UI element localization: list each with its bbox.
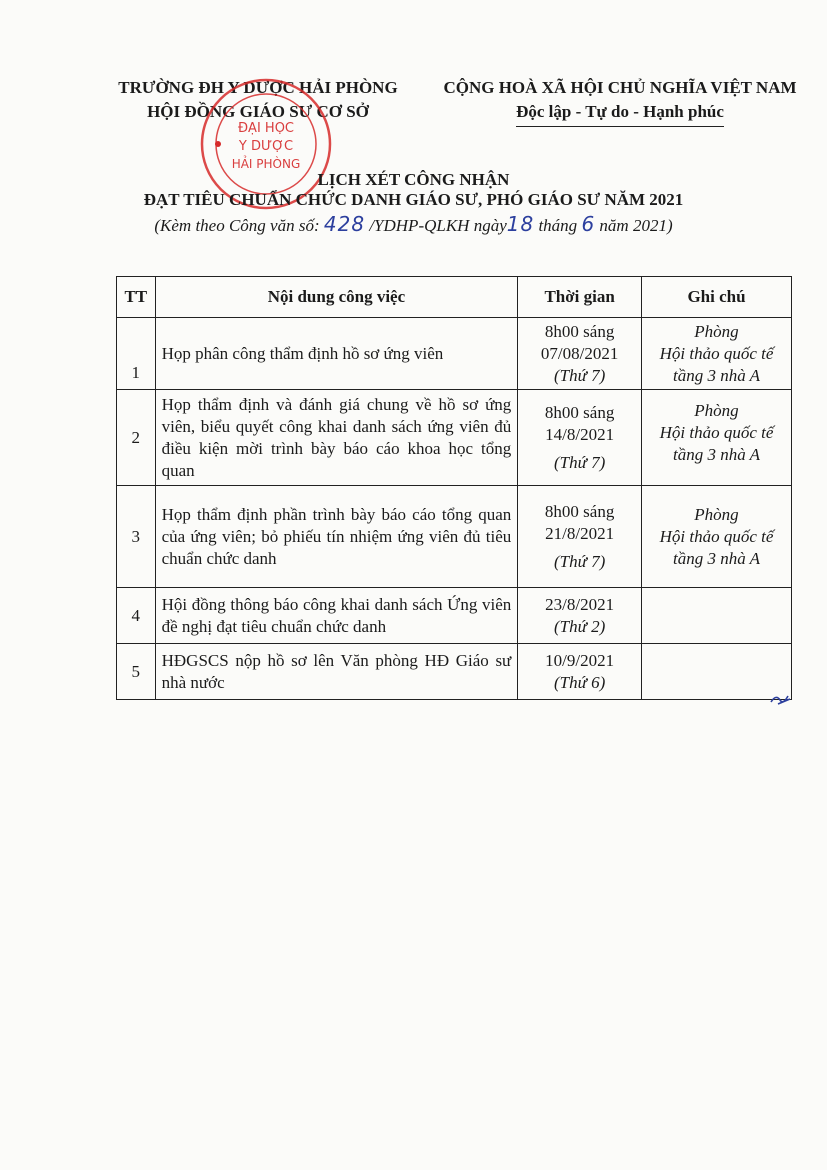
row-tt: 5 [117,644,156,700]
time-date: 10/9/2021 [545,650,615,670]
table-row [117,644,792,700]
seal-text-line2: Y DƯỢC [238,139,294,154]
time-hour: 8h00 sáng [544,402,615,422]
row-note [642,486,792,588]
row-tt: 2 [117,390,156,486]
row-content: Họp thẩm định và đánh giá chung về hồ sơ ứng viên, biểu quyết công khai danh sách ứng viên đủ điều kiện mời trình bày báo cáo khoa học tổng quan [155,390,518,486]
national-motto: Độc lập - Tự do - Hạnh phúc [516,100,724,127]
document-subtitle: ĐẠT TIÊU CHUẨN CHỨC DANH GIÁO SƯ, PHÓ GIÁO SƯ NĂM 2021 [143,190,684,209]
time-weekday: (Thứ 2) [553,616,606,636]
initial-mark-icon [768,690,794,710]
note-line3: tầng 3 nhà A [672,365,761,385]
reference-line [0,212,827,236]
row-time [518,644,642,700]
time-date: 21/8/2021 [545,523,615,543]
reference-prefix: (Kèm theo Công văn số: [154,216,320,235]
time-weekday: (Thứ 7) [553,452,606,472]
document-title: LỊCH XÉT CÔNG NHẬN [317,170,510,189]
row-content: HĐGSCS nộp hồ sơ lên Văn phòng HĐ Giáo sư nhà nước [155,644,518,700]
reference-month-handwritten: 6 [581,212,596,236]
table-row [117,318,792,390]
row-content: Họp phân công thẩm định hồ sơ ứng viên [155,318,518,390]
seal-text-line1: ĐẠI HỌC [237,121,295,136]
seal-text-line3: HẢI PHÒNG [231,157,301,171]
reference-day-handwritten: 18 [506,212,535,236]
row-time [518,588,642,644]
note-line1: Phòng [694,321,739,341]
schedule-table [116,276,792,700]
time-date: 07/08/2021 [540,343,619,363]
note-line3: tầng 3 nhà A [672,445,761,464]
time-weekday: (Thứ 7) [553,365,606,385]
reference-number-handwritten: 428 [323,212,366,236]
row-tt: 1 [117,318,156,390]
note-line1: Phòng [694,504,739,524]
time-weekday: (Thứ 6) [553,672,606,692]
time-weekday: (Thứ 7) [553,551,606,571]
note-line1: Phòng [694,401,739,420]
time-hour: 8h00 sáng [544,321,615,341]
note-line2: Hội thảo quốc tế [659,423,774,442]
header-note: Ghi chú [642,277,792,318]
time-hour: 8h00 sáng [544,501,615,521]
time-date: 14/8/2021 [545,424,615,444]
issuer-university: TRƯỜNG ĐH Y DƯỢC HẢI PHÒNG [118,78,398,97]
row-note [642,318,792,390]
row-tt: 4 [117,588,156,644]
row-content: Họp thẩm định phần trình bày báo cáo tổng quan của ứng viên; bỏ phiếu tín nhiệm ứng viên đủ tiêu chuẩn chức danh [155,486,518,588]
row-time [518,390,642,486]
reference-month-label: tháng [538,216,578,235]
row-note [642,588,792,644]
header-tt: TT [117,277,156,318]
reference-suffix: năm 2021) [599,216,673,235]
row-note [642,390,792,486]
issuer-council: HỘI ĐỒNG GIÁO SƯ CƠ SỞ [147,102,369,121]
row-tt: 3 [117,486,156,588]
reference-middle: /YDHP-QLKH ngày [369,216,507,235]
row-time [518,318,642,390]
table-row [117,486,792,588]
row-time [518,486,642,588]
note-line2: Hội thảo quốc tế [659,343,774,363]
row-content: Hội đồng thông báo công khai danh sách Ứng viên đề nghị đạt tiêu chuẩn chức danh [155,588,518,644]
national-header [425,76,815,127]
header-time: Thời gian [518,277,642,318]
time-date: 23/8/2021 [545,594,615,614]
note-line2: Hội thảo quốc tế [659,526,774,546]
header-content: Nội dung công việc [155,277,518,318]
table-header-row [117,277,792,318]
table-row [117,588,792,644]
note-line3: tầng 3 nhà A [672,548,761,568]
national-title: CỘNG HOÀ XÃ HỘI CHỦ NGHĨA VIỆT NAM [443,78,797,97]
table-row [117,390,792,486]
